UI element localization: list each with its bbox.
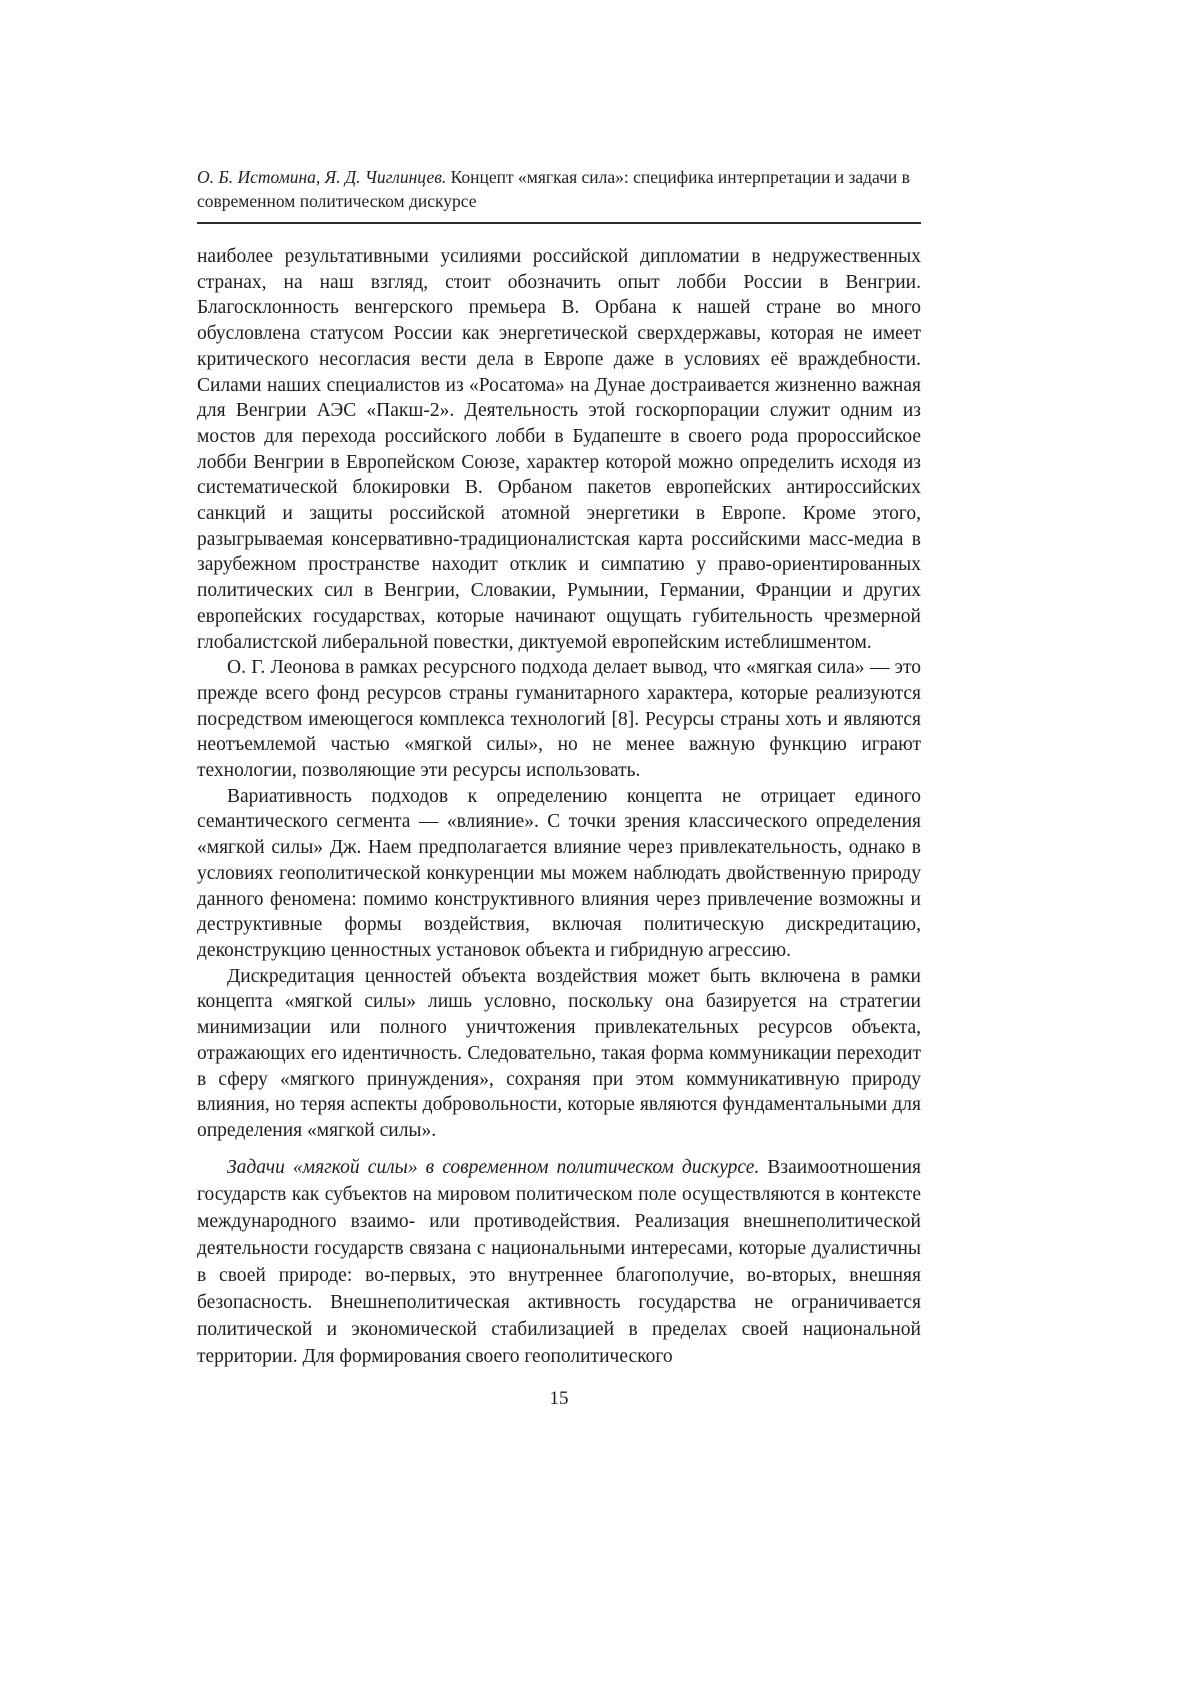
- running-header-title: Концепт «мягкая сила»: специфика интерпретации и задачи в современном политическом дискурсе: [197, 167, 910, 211]
- paragraph-lead-italic: Задачи «мягкой силы» в современном политическом дискурсе.: [227, 1156, 760, 1178]
- paragraph: наиболее результативными усилиями российской дипломатии в недружественных странах, на наш взгляд, стоит обозначить опыт лобби России в Венгрии. Благосклонность венгерского премьера В. Орбана к нашей стране во много обусловлена статусом России как энергетической сверхдержавы, которая не имеет критического несогласия вести дела в Европе даже в условиях её враждебности. Силами наших специалистов из «Росатома» на Дунае достраивается жизненно важная для Венгрии АЭС «Пакш-2». Деятельность этой госкорпорации служит одним из мостов для перехода российского лобби в Будапеште в своего рода пророссийское лобби Венгрии в Европейском Союзе, характер которой можно определить исходя из систематической блокировки В. Орбаном пакетов европейских антироссийских санкций и защиты российской атомной энергетики в Европе. Кроме этого, разыгрываемая консервативно-традиционалистская карта российскими масс-медиа в зарубежном пространстве находит отклик и симпатию у право-ориентированных политических сил в Венгрии, Словакии, Румынии, Германии, Франции и других европейских государствах, которые начинают ощущать губительность чрезмерной глобалистской либеральной повестки, диктуемой европейским истеблишментом.: [197, 246, 921, 653]
- paragraph-text: Взаимоотношения государств как субъектов на мировом политическом поле осуществляются в контексте международного взаимо- или противодействия. Реализация внешнеполитической деятельности государств связана с национальными интересами, которые дуалистичны в своей природе: во-первых, это внутреннее благополучие, во-вторых, внешняя безопасность. Внешнеполитическая активность государства не ограничивается политической и экономической стабилизацией в пределах своей национальной территории. Для формирования своего геополитического: [197, 1156, 921, 1367]
- running-header: [197, 165, 921, 213]
- article-body: [197, 244, 921, 1370]
- running-header-authors: О. Б. Истомина, Я. Д. Чиглинцев.: [197, 167, 447, 187]
- paragraph: Дискредитация ценностей объекта воздействия может быть включена в рамки концепта «мягкой силы» лишь условно, поскольку она базируется на стратегии минимизации или полного уничтожения привлекательных ресурсов объекта, отражающих его идентичность. Следовательно, такая форма коммуникации переходит в сферу «мягкого принуждения», сохраняя при этом коммуникативную природу влияния, но теряя аспекты добровольности, которые являются фундаментальными для определения «мягкой силы».: [197, 965, 921, 1141]
- paragraph: Вариативность подходов к определению концепта не отрицает единого семантического сегмента — «влияние». С точки зрения классического определения «мягкой силы» Дж. Наем предполагается влияние через привлекательность, однако в условиях геополитической конкуренции мы можем наблюдать двойственную природу данного феномена: помимо конструктивного влияния через привлечение возможны и деструктивные формы воздействия, включая политическую дискредитацию, деконструкцию ценностных установок объекта и гибридную агрессию.: [197, 785, 921, 961]
- paragraph: [197, 1154, 921, 1370]
- header-rule: [197, 222, 921, 224]
- paragraph: О. Г. Леонова в рамках ресурсного подхода делает вывод, что «мягкая сила» — это прежде всего фонд ресурсов страны гуманитарного характера, которые реализуются посредством имеющегося комплекса технологий [8]. Ресурсы страны хоть и являются неотъемлемой частью «мягкой силы», но не менее важную функцию играют технологии, позволяющие эти ресурсы использовать.: [197, 657, 921, 782]
- text-column: [197, 165, 921, 1410]
- page-number: 15: [549, 1387, 569, 1409]
